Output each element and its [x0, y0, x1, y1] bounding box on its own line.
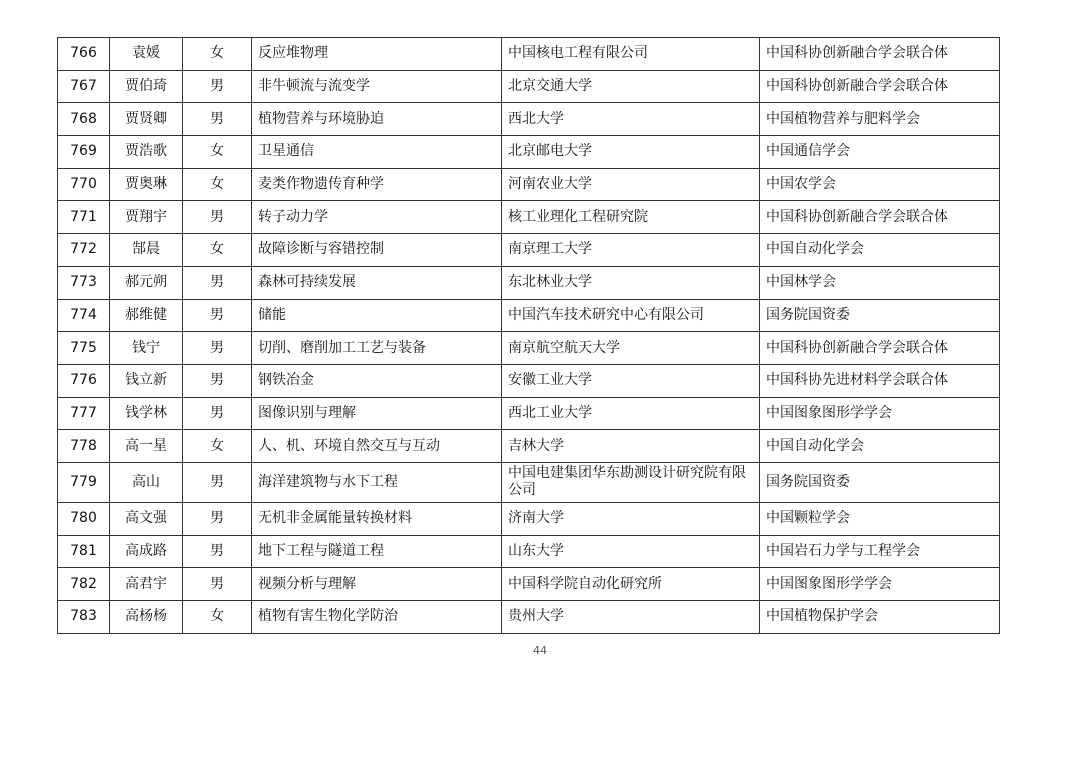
cell-unit: 中国电建集团华东勘测设计研究院有限公司 — [502, 462, 760, 502]
cell-unit: 东北林业大学 — [502, 266, 760, 299]
table-row — [58, 299, 1000, 332]
cell-name: 郝元朔 — [110, 266, 183, 299]
cell-field: 人、机、环境自然交互与互动 — [252, 430, 502, 463]
cell-org: 中国科协先进材料学会联合体 — [760, 364, 1000, 397]
cell-unit: 北京交通大学 — [502, 70, 760, 103]
cell-org: 中国岩石力学与工程学会 — [760, 535, 1000, 568]
cell-name: 钱学林 — [110, 397, 183, 430]
cell-name: 高成路 — [110, 535, 183, 568]
cell-name: 袁媛 — [110, 38, 183, 71]
cell-org: 中国自动化学会 — [760, 234, 1000, 267]
cell-field: 麦类作物遗传育种学 — [252, 168, 502, 201]
table-row — [58, 601, 1000, 634]
cell-unit: 北京邮电大学 — [502, 136, 760, 169]
cell-org: 中国林学会 — [760, 266, 1000, 299]
cell-unit: 核工业理化工程研究院 — [502, 201, 760, 234]
cell-number: 773 — [58, 266, 110, 299]
cell-gender: 男 — [183, 568, 252, 601]
cell-number: 775 — [58, 332, 110, 365]
cell-org: 中国图象图形学学会 — [760, 397, 1000, 430]
cell-number: 767 — [58, 70, 110, 103]
cell-org: 中国科协创新融合学会联合体 — [760, 332, 1000, 365]
table-row — [58, 502, 1000, 535]
cell-gender: 女 — [183, 38, 252, 71]
cell-field: 森林可持续发展 — [252, 266, 502, 299]
table-row — [58, 136, 1000, 169]
cell-org: 中国图象图形学学会 — [760, 568, 1000, 601]
cell-name: 贾奥琳 — [110, 168, 183, 201]
cell-gender: 男 — [183, 266, 252, 299]
cell-name: 高文强 — [110, 502, 183, 535]
cell-number: 768 — [58, 103, 110, 136]
cell-org: 中国通信学会 — [760, 136, 1000, 169]
cell-unit: 贵州大学 — [502, 601, 760, 634]
cell-org: 中国自动化学会 — [760, 430, 1000, 463]
cell-field: 植物营养与环境胁迫 — [252, 103, 502, 136]
cell-field: 植物有害生物化学防治 — [252, 601, 502, 634]
table-row — [58, 168, 1000, 201]
cell-field: 视频分析与理解 — [252, 568, 502, 601]
cell-gender: 男 — [183, 462, 252, 502]
cell-name: 贾贤卿 — [110, 103, 183, 136]
cell-gender: 女 — [183, 234, 252, 267]
cell-unit: 西北大学 — [502, 103, 760, 136]
cell-name: 钱宁 — [110, 332, 183, 365]
cell-gender: 女 — [183, 168, 252, 201]
roster-table — [57, 37, 1000, 634]
cell-org: 中国农学会 — [760, 168, 1000, 201]
cell-org: 中国植物营养与肥料学会 — [760, 103, 1000, 136]
table-row — [58, 70, 1000, 103]
cell-gender: 男 — [183, 502, 252, 535]
cell-name: 高山 — [110, 462, 183, 502]
cell-number: 771 — [58, 201, 110, 234]
cell-number: 780 — [58, 502, 110, 535]
cell-number: 781 — [58, 535, 110, 568]
cell-org: 中国颗粒学会 — [760, 502, 1000, 535]
cell-unit: 安徽工业大学 — [502, 364, 760, 397]
cell-field: 反应堆物理 — [252, 38, 502, 71]
cell-gender: 男 — [183, 70, 252, 103]
cell-unit: 中国科学院自动化研究所 — [502, 568, 760, 601]
table-row — [58, 568, 1000, 601]
cell-unit: 吉林大学 — [502, 430, 760, 463]
roster-table-body — [58, 38, 1000, 634]
table-row — [58, 266, 1000, 299]
cell-gender: 男 — [183, 397, 252, 430]
cell-gender: 男 — [183, 364, 252, 397]
table-row — [58, 103, 1000, 136]
table-row — [58, 535, 1000, 568]
cell-unit: 山东大学 — [502, 535, 760, 568]
cell-field: 非牛顿流与流变学 — [252, 70, 502, 103]
cell-unit: 西北工业大学 — [502, 397, 760, 430]
cell-field: 地下工程与隧道工程 — [252, 535, 502, 568]
cell-name: 贾浩歌 — [110, 136, 183, 169]
cell-number: 777 — [58, 397, 110, 430]
table-row — [58, 38, 1000, 71]
cell-gender: 女 — [183, 136, 252, 169]
cell-unit: 中国核电工程有限公司 — [502, 38, 760, 71]
cell-name: 高一星 — [110, 430, 183, 463]
table-row — [58, 430, 1000, 463]
table-row — [58, 234, 1000, 267]
cell-gender: 男 — [183, 103, 252, 136]
cell-unit: 中国汽车技术研究中心有限公司 — [502, 299, 760, 332]
table-row — [58, 397, 1000, 430]
page-number: 44 — [533, 644, 547, 657]
cell-number: 783 — [58, 601, 110, 634]
cell-number: 774 — [58, 299, 110, 332]
cell-name: 高杨杨 — [110, 601, 183, 634]
cell-number: 779 — [58, 462, 110, 502]
cell-field: 图像识别与理解 — [252, 397, 502, 430]
cell-org: 中国科协创新融合学会联合体 — [760, 201, 1000, 234]
cell-name: 贾伯琦 — [110, 70, 183, 103]
cell-number: 766 — [58, 38, 110, 71]
cell-number: 770 — [58, 168, 110, 201]
cell-gender: 女 — [183, 430, 252, 463]
table-row — [58, 201, 1000, 234]
cell-gender: 女 — [183, 601, 252, 634]
cell-number: 769 — [58, 136, 110, 169]
cell-name: 郜晨 — [110, 234, 183, 267]
cell-org: 国务院国资委 — [760, 299, 1000, 332]
cell-number: 778 — [58, 430, 110, 463]
cell-unit: 南京理工大学 — [502, 234, 760, 267]
cell-name: 郝维健 — [110, 299, 183, 332]
cell-field: 钢铁冶金 — [252, 364, 502, 397]
cell-unit: 河南农业大学 — [502, 168, 760, 201]
cell-gender: 男 — [183, 332, 252, 365]
cell-gender: 男 — [183, 299, 252, 332]
cell-field: 无机非金属能量转换材料 — [252, 502, 502, 535]
table-row — [58, 364, 1000, 397]
cell-number: 782 — [58, 568, 110, 601]
cell-unit: 济南大学 — [502, 502, 760, 535]
cell-gender: 男 — [183, 535, 252, 568]
cell-field: 转子动力学 — [252, 201, 502, 234]
cell-number: 772 — [58, 234, 110, 267]
cell-org: 中国植物保护学会 — [760, 601, 1000, 634]
cell-field: 海洋建筑物与水下工程 — [252, 462, 502, 502]
cell-org: 国务院国资委 — [760, 462, 1000, 502]
cell-field: 储能 — [252, 299, 502, 332]
cell-org: 中国科协创新融合学会联合体 — [760, 70, 1000, 103]
cell-gender: 男 — [183, 201, 252, 234]
cell-name: 钱立新 — [110, 364, 183, 397]
table-row — [58, 462, 1000, 502]
cell-org: 中国科协创新融合学会联合体 — [760, 38, 1000, 71]
cell-field: 故障诊断与容错控制 — [252, 234, 502, 267]
cell-unit: 南京航空航天大学 — [502, 332, 760, 365]
table-row — [58, 332, 1000, 365]
cell-field: 切削、磨削加工工艺与装备 — [252, 332, 502, 365]
cell-field: 卫星通信 — [252, 136, 502, 169]
cell-number: 776 — [58, 364, 110, 397]
cell-name: 高君宇 — [110, 568, 183, 601]
cell-name: 贾翔宇 — [110, 201, 183, 234]
